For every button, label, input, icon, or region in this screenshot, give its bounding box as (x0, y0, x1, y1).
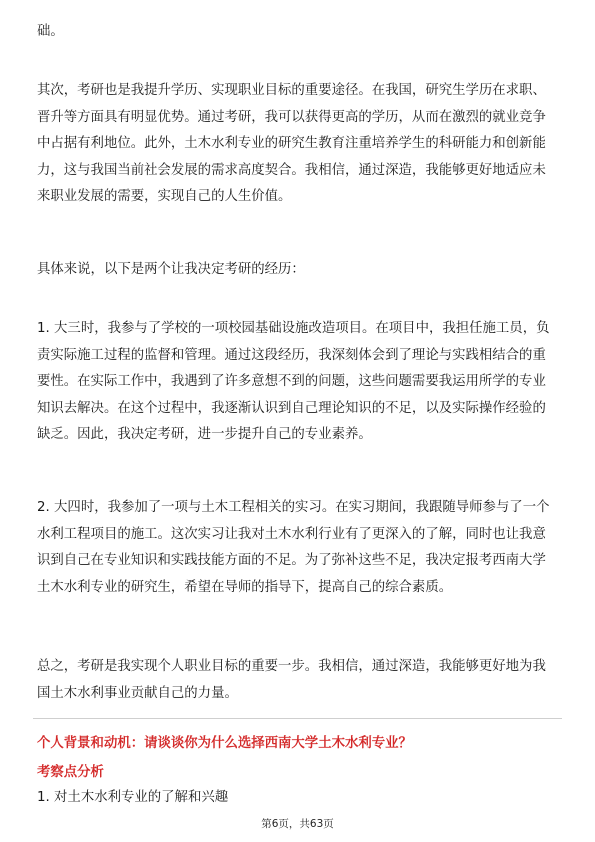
paragraph-motivation-degree: 其次，考研也是我提升学历、实现职业目标的重要途径。在我国，研究生学历在求职、晋升等方面具有明显优势。通过考研，我可以获得更高的学历，从而在激烈的就业竞争中占据有利地位。此外，土木水利专业的研究生教育注重培养学生的科研能力和创新能力，这与我国当前社会发展的需求高度契合。我相信，通过深造，我能够更好地适应未来职业发展的需要，实现自己的人生价值。 (37, 83, 546, 205)
analysis-point: 1. 对土木水利专业的了解和兴趣 (37, 790, 229, 805)
analysis-heading: 考察点分析 (37, 765, 104, 780)
question-heading: 个人背景和动机：请谈谈你为什么选择西南大学土木水利专业？ (37, 736, 412, 751)
paragraph-experience-1: 1. 大三时，我参与了学校的一项校园基础设施改造项目。在项目中，我担任施工员，负责实际施工过程的监督和管理。通过这段经历，我深刻体会到了理论与实践相结合的重要性。在实际工作中，我遇到了许多意想不到的问题，这些问题需要我运用所学的专业知识去解决。在这个过程中，我逐渐认识到自己理论知识的不足，以及实际操作经验的缺乏。因此，我决定考研，进一步提升自己的专业素养。 (37, 321, 550, 443)
paragraph-conclusion: 总之，考研是我实现个人职业目标的重要一步。我相信，通过深造，我能够更好地为我国土木水利事业贡献自己的力量。 (37, 659, 546, 701)
paragraph-continuation: 础。 (37, 24, 64, 39)
section-divider (33, 718, 562, 719)
paragraph-experiences-intro: 具体来说，以下是两个让我决定考研的经历： (37, 262, 305, 277)
paragraph-experience-2: 2. 大四时，我参加了一项与土木工程相关的实习。在实习期间，我跟随导师参与了一个水利工程项目的施工。这次实习让我对土木水利行业有了更深入的了解，同时也让我意识到自己在专业知识和实践技能方面的不足。为了弥补这些不足，我决定报考西南大学土木水利专业的研究生，希望在导师的指导下，提高自己的综合素质。 (37, 500, 550, 595)
page-footer: 第6页，共63页 (261, 818, 334, 830)
